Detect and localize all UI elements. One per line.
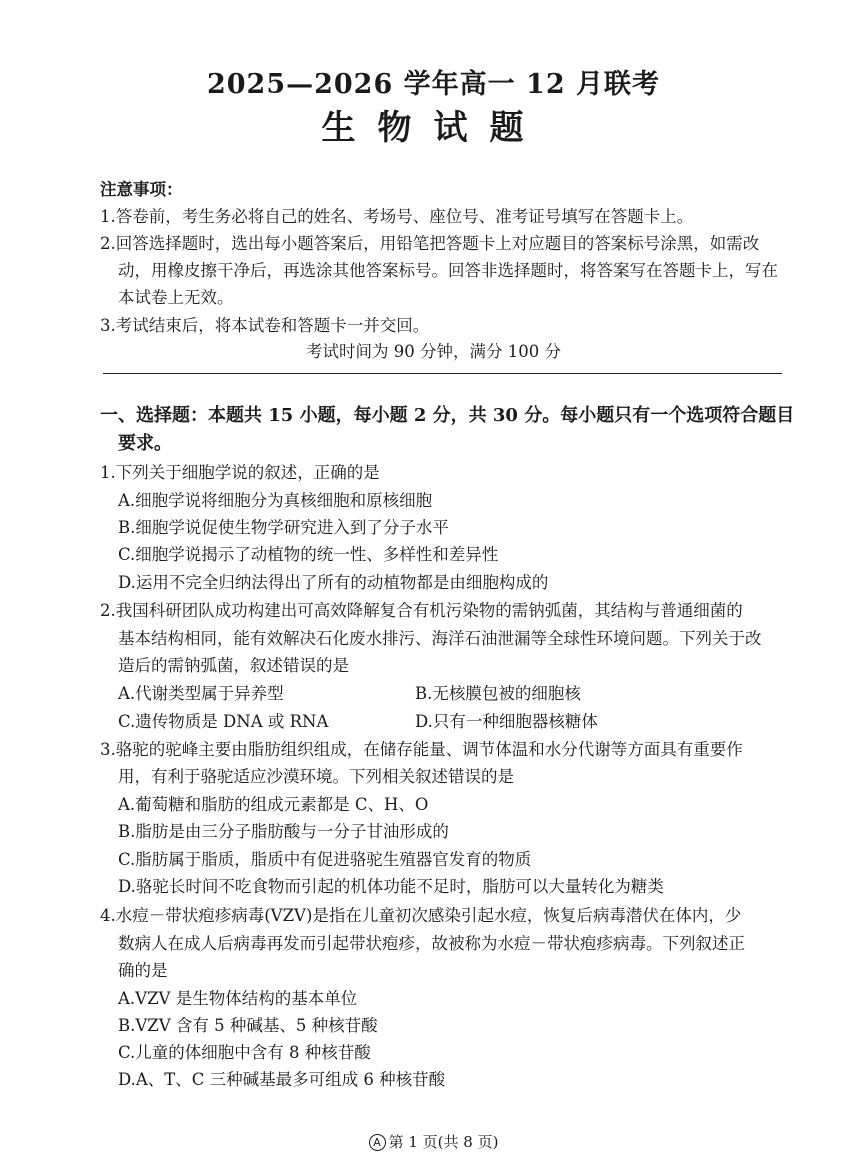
notice-item: 本试卷上无效。 — [118, 288, 234, 307]
exam-title: 2025—2026 学年高一 12 月联考 — [206, 69, 661, 100]
notice-item: 动，用橡皮擦干净后，再选涂其他答案标号。回答非选择题时，将答案写在答题卡上，写在 — [118, 261, 778, 280]
paper-version-mark: A — [369, 1134, 386, 1151]
question-2-option-b: B.无核膜包被的细胞核 — [415, 684, 581, 703]
divider — [103, 373, 782, 374]
subject-title: 生物试题 — [321, 108, 546, 148]
page-number: 第 1 页(共 8 页) — [388, 1133, 499, 1151]
exam-time-info: 考试时间为 90 分钟，满分 100 分 — [306, 342, 561, 361]
question-3-option-c: C.脂肪属于脂质，脂质中有促进骆驼生殖器官发育的物质 — [118, 850, 532, 869]
question-3-stem: 3.骆驼的驼峰主要由脂肪组织组成，在储存能量、调节体温和水分代谢等方面具有重要作 — [100, 740, 743, 759]
question-3-option-d: D.骆驼长时间不吃食物而引起的机体功能不足时，脂肪可以大量转化为糖类 — [118, 877, 664, 896]
question-4-option-a: A.VZV 是生物体结构的基本单位 — [118, 989, 358, 1008]
question-1-stem: 1.下列关于细胞学说的叙述，正确的是 — [100, 463, 380, 482]
question-3-option-a: A.葡萄糖和脂肪的组成元素都是 C、H、O — [118, 795, 429, 814]
question-1-option-b: B.细胞学说促使生物学研究进入到了分子水平 — [118, 518, 449, 537]
question-2-stem-cont: 造后的需钠弧菌，叙述错误的是 — [118, 656, 349, 675]
notice-item: 2.回答选择题时，选出每小题答案后，用铅笔把答题卡上对应题目的答案标号涂黑，如需改 — [100, 234, 760, 253]
question-4-stem-cont: 数病人在成人后病毒再发而引起带状疱疹，故被称为水痘－带状疱疹病毒。下列叙述正 — [118, 934, 745, 953]
question-1-option-c: C.细胞学说揭示了动植物的统一性、多样性和差异性 — [118, 545, 499, 564]
question-2-option-d: D.只有一种细胞器核糖体 — [415, 712, 598, 731]
question-1-option-a: A.细胞学说将细胞分为真核细胞和原核细胞 — [118, 491, 433, 510]
section-heading: 一、选择题：本题共 15 小题，每小题 2 分，共 30 分。每小题只有一个选项符合题目 — [100, 405, 795, 426]
question-4-option-d: D.A、T、C 三种碱基最多可组成 6 种核苷酸 — [118, 1070, 446, 1089]
question-2-stem-cont: 基本结构相同，能有效解决石化废水排污、海洋石油泄漏等全球性环境问题。下列关于改 — [118, 629, 762, 648]
question-4-option-b: B.VZV 含有 5 种碱基、5 种核苷酸 — [118, 1016, 378, 1035]
question-1-option-d: D.运用不完全归纳法得出了所有的动植物都是由细胞构成的 — [118, 573, 549, 592]
question-2-stem: 2.我国科研团队成功构建出可高效降解复合有机污染物的需钠弧菌，其结构与普通细菌的 — [100, 601, 743, 620]
question-2-option-a: A.代谢类型属于异养型 — [118, 684, 284, 703]
notice-heading: 注意事项： — [100, 180, 183, 199]
question-4-stem: 4.水痘－带状疱疹病毒(VZV)是指在儿童初次感染引起水痘，恢复后病毒潜伏在体内，少 — [100, 906, 742, 925]
notice-item: 3.考试结束后，将本试卷和答题卡一并交回。 — [100, 316, 430, 335]
notice-item: 1.答卷前，考生务必将自己的姓名、考场号、座位号、准考证号填写在答题卡上。 — [100, 207, 694, 226]
section-heading-cont: 要求。 — [118, 433, 172, 454]
question-3-stem-cont: 用，有利于骆驼适应沙漠环境。下列相关叙述错误的是 — [118, 767, 514, 786]
question-3-option-b: B.脂肪是由三分子脂肪酸与一分子甘油形成的 — [118, 822, 449, 841]
question-4-option-c: C.儿童的体细胞中含有 8 种核苷酸 — [118, 1043, 371, 1062]
question-4-stem-cont: 确的是 — [118, 961, 168, 980]
question-2-option-c: C.遗传物质是 DNA 或 RNA — [118, 712, 329, 731]
page-footer — [0, 1131, 867, 1152]
